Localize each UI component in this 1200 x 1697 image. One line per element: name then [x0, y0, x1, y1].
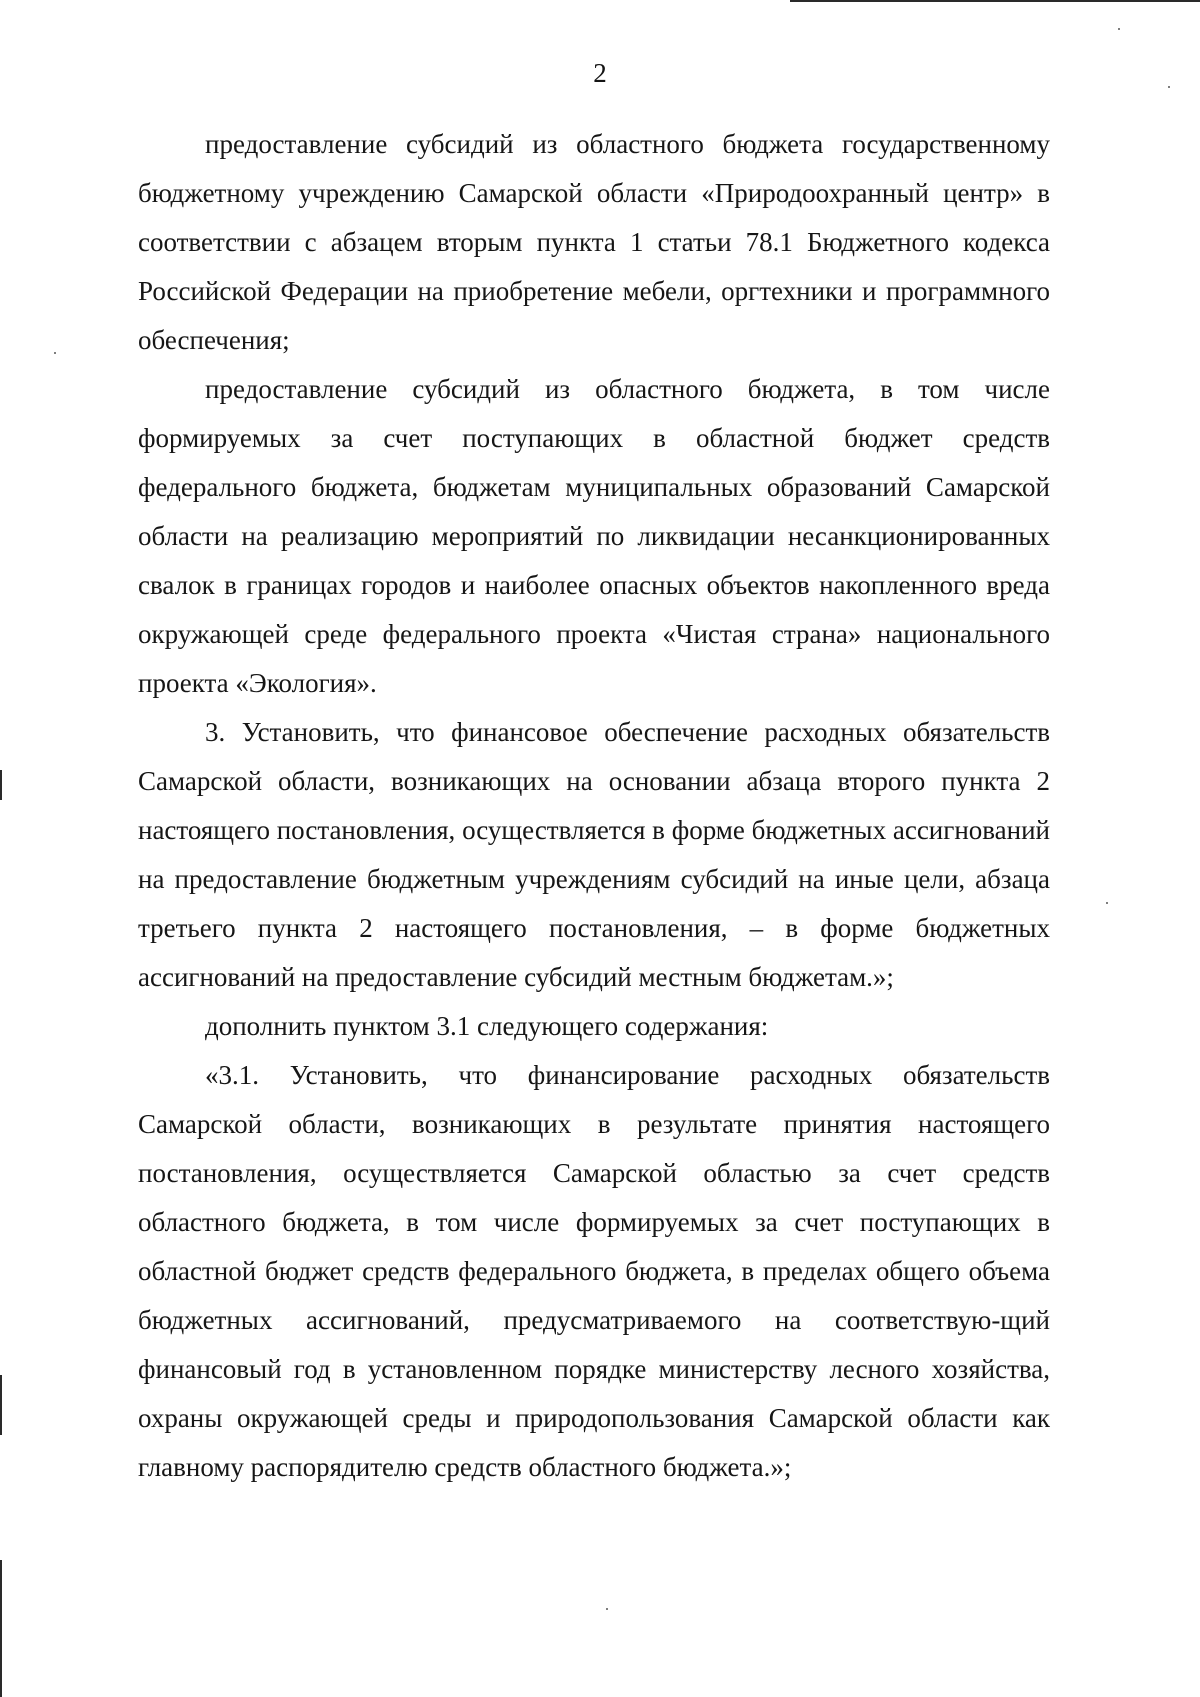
scan-edge-left: [0, 1560, 2, 1697]
paragraph-subsidy-municipal: предоставление субсидий из областного бюджета, в том числе формируемых за счет поступающих в областной бюджет средств федерального бюджета, бюджетам муниципальных образований Самарской области на реализацию мероприятий по ликвидации несанкционированных свалок в границах городов и наиболее опасных объектов накопленного вреда окружающей среде федерального проекта «Чистая страна» национального проекта «Экология».: [138, 374, 1050, 698]
page-number: 2: [593, 58, 607, 88]
scan-speck: [606, 1608, 608, 1610]
scan-speck: [54, 352, 56, 354]
scan-speck: [1106, 902, 1108, 904]
scan-speck: [1118, 28, 1120, 30]
paragraph-amendment-intro: дополнить пунктом 3.1 следующего содержания:: [205, 1011, 769, 1041]
scan-edge-left: [0, 1375, 2, 1435]
paragraph-subsidy-nature-center: предоставление субсидий из областного бюджета государственному бюджетному учреждению Самарской области «Природоохранный центр» в соответствии с абзацем вторым пункта 1 статьи 78.1 Бюджетного кодекса Российской Федерации на приобретение мебели, оргтехники и программного обеспечения;: [138, 129, 1050, 355]
scan-edge-top: [790, 0, 1200, 2]
document-body: [138, 120, 1050, 1492]
paragraph-item-3: 3. Установить, что финансовое обеспечение расходных обязательств Самарской области, возникающих на основании абзаца второго пункта 2 настоящего постановления, осуществляется в форме бюджетных ассигнований на предоставление бюджетным учреждениям субсидий на иные цели, абзаца третьего пункта 2 настоящего постановления, – в форме бюджетных ассигнований на предоставление субсидий местным бюджетам.»;: [138, 717, 1050, 992]
paragraph-item-3-1: «3.1. Установить, что финансирование расходных обязательств Самарской области, возникающих в результате принятия настоящего постановления, осуществляется Самарской областью за счет средств областного бюджета, в том числе формируемых за счет поступающих в областной бюджет средств федерального бюджета, в пределах общего объема бюджетных ассигнований, предусматриваемого на соответствую-щий финансовый год в установленном порядке министерству лесного хозяйства, охраны окружающей среды и природопользования Самарской области как главному распорядителю средств областного бюджета.»;: [138, 1060, 1050, 1482]
scan-edge-left: [0, 770, 2, 800]
